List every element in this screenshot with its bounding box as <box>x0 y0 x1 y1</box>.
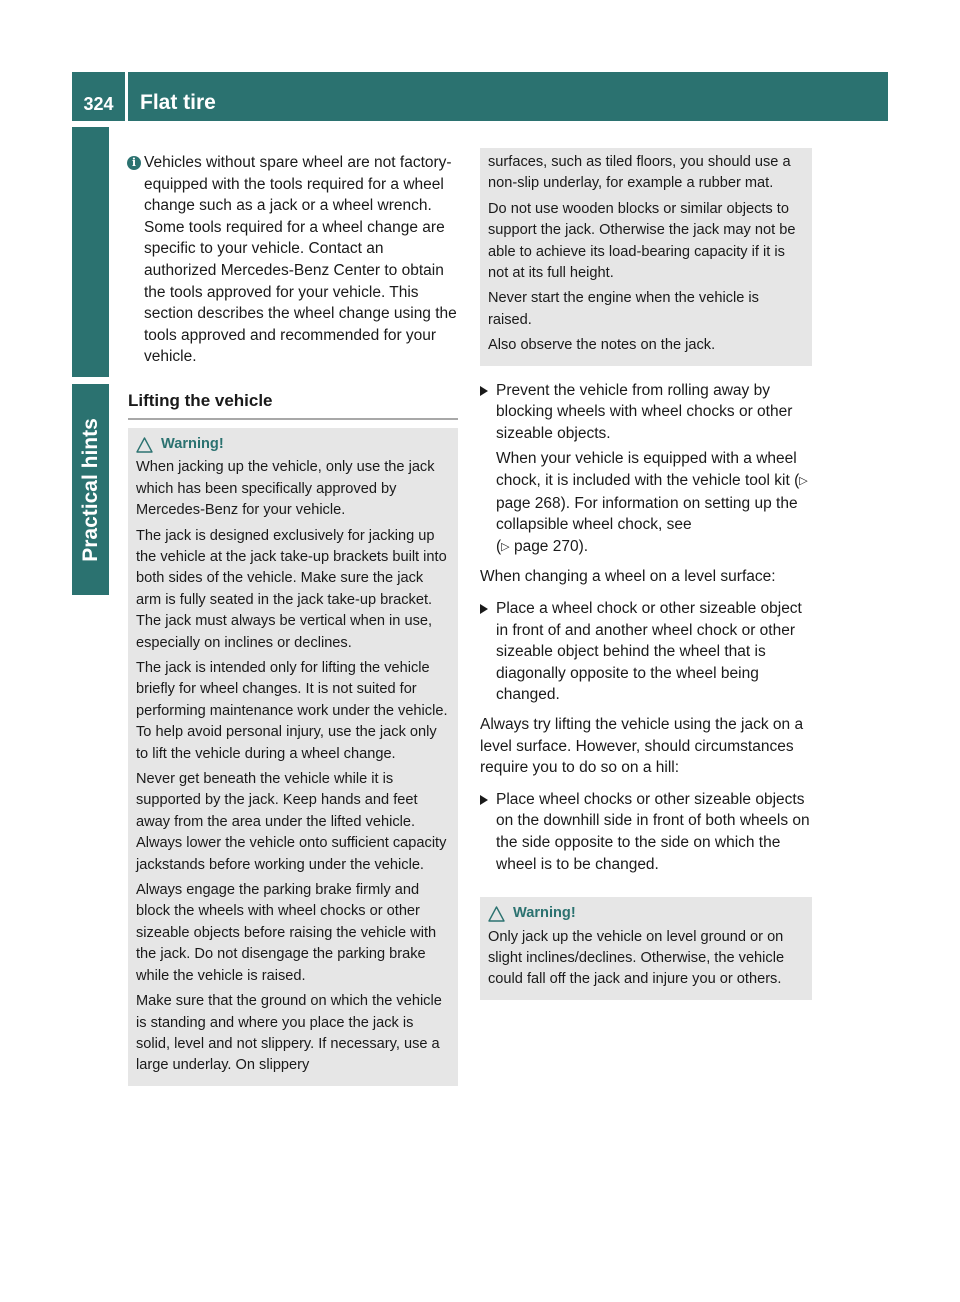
step-text: Place wheel chocks or other sizeable objects on the downhill side in front of both wheels on the side opposite to the side on which the wheel is to be changed. <box>496 790 810 873</box>
warning-triangle-icon <box>136 437 153 453</box>
info-icon: i <box>127 156 141 170</box>
warning-box-2 <box>480 897 812 1000</box>
warning-paragraph: Never start the engine when the vehicle is raised. <box>488 290 759 328</box>
warning-paragraph: Also observe the notes on the jack. <box>488 337 716 354</box>
warning-title: Warning! <box>513 905 576 922</box>
warning-paragraph: Never get beneath the vehicle while it is supported by the jack. Keep hands and feet away from the area under the lifted vehicle. Always lower the vehicle onto sufficient capacity jackstands before working under the vehicle. <box>136 771 447 873</box>
hill-intro: Always try lifting the vehicle using the jack on a level surface. However, should circumstances require you to do so on a hill: <box>480 715 804 777</box>
warning-box-continued <box>480 148 812 366</box>
side-tab-label: Practical hints <box>78 417 102 562</box>
warning-paragraph: When jacking up the vehicle, only use the jack which has been specifically approved by Mercedes-Benz for your vehicle. <box>136 459 435 519</box>
warning-header <box>488 903 804 924</box>
step-arrow-icon <box>480 604 488 614</box>
warning-paragraph: Only jack up the vehicle on level ground or on slight inclines/declines. Otherwise, the vehicle could fall off the jack and injure you or others. <box>488 928 785 988</box>
page-reference-icon: ▷ <box>501 540 510 553</box>
warning-paragraph: Make sure that the ground on which the vehicle is standing and where you place the jack is solid, level and not slippery. If necessary, use a large underlay. On slippery <box>136 993 442 1074</box>
level-intro: When changing a wheel on a level surface: <box>480 568 776 586</box>
step-item <box>480 598 812 706</box>
section-title: Flat tire <box>128 72 888 121</box>
warning-paragraph: Do not use wooden blocks or similar objects to support the jack. Otherwise the jack may not be able to achieve its load-bearing capacity if it is not at its full height. <box>488 200 796 282</box>
page-number: 324 <box>72 72 125 121</box>
info-text: Vehicles without spare wheel are not factory-equipped with the tools required for a wheel change such as a jack or a wheel wrench. Some tools required for a wheel change are specific to your vehicle. Contact an authorized Mercedes-Benz Center to obtain the tools approved for your vehicle. This section describes the wheel change using the tools approved and recommended for your vehicle. <box>144 154 457 366</box>
section-heading: Lifting the vehicle <box>128 390 458 420</box>
step-text: Place a wheel chock or other sizeable object in front of and another wheel chock or other sizeable object behind the wheel that is diagonally opposite to the wheel being changed. <box>496 600 802 704</box>
left-column <box>128 152 458 1086</box>
page-reference-icon: ▷ <box>799 475 808 488</box>
step-item <box>480 789 812 875</box>
info-note <box>128 152 458 368</box>
side-tab-marker <box>72 127 109 377</box>
step-arrow-icon <box>480 386 488 396</box>
warning-paragraph: The jack is designed exclusively for jacking up the vehicle at the jack take-up brackets built into both sides of the vehicle. Make sure the jack arm is fully seated in the jack take-up bracket. The jack must always be vertical when in use, especially on inclines or declines. <box>136 527 447 651</box>
step-item <box>480 380 812 559</box>
right-column <box>480 152 812 1000</box>
page-header <box>72 72 888 121</box>
warning-paragraph: surfaces, such as tiled floors, you should use a non-slip underlay, for example a rubber mat. <box>488 154 791 192</box>
side-tab <box>72 384 109 595</box>
warning-header <box>136 434 450 455</box>
step-text: Prevent the vehicle from rolling away by blocking wheels with wheel chocks or other sizeable objects. <box>496 381 793 442</box>
warning-title: Warning! <box>161 435 224 452</box>
warning-box <box>128 428 458 1086</box>
warning-paragraph: Always engage the parking brake firmly and block the wheels with wheel chocks or other sizeable objects before raising the vehicle with the jack. Do not disengage the parking brake while the vehicle is raised. <box>136 882 437 984</box>
step-arrow-icon <box>480 795 488 805</box>
step-note: When your vehicle is equipped with a wheel chock, it is included with the vehicle tool kit (▷ page 268). For information on setting up the collapsible wheel chock, see (▷ page 270). <box>496 450 808 555</box>
warning-triangle-icon <box>488 906 505 922</box>
warning-paragraph: The jack is intended only for lifting the vehicle briefly for wheel changes. It is not suited for performing maintenance work under the vehicle. To help avoid personal injury, use the jack only to lift the vehicle during a wheel change. <box>136 660 448 762</box>
